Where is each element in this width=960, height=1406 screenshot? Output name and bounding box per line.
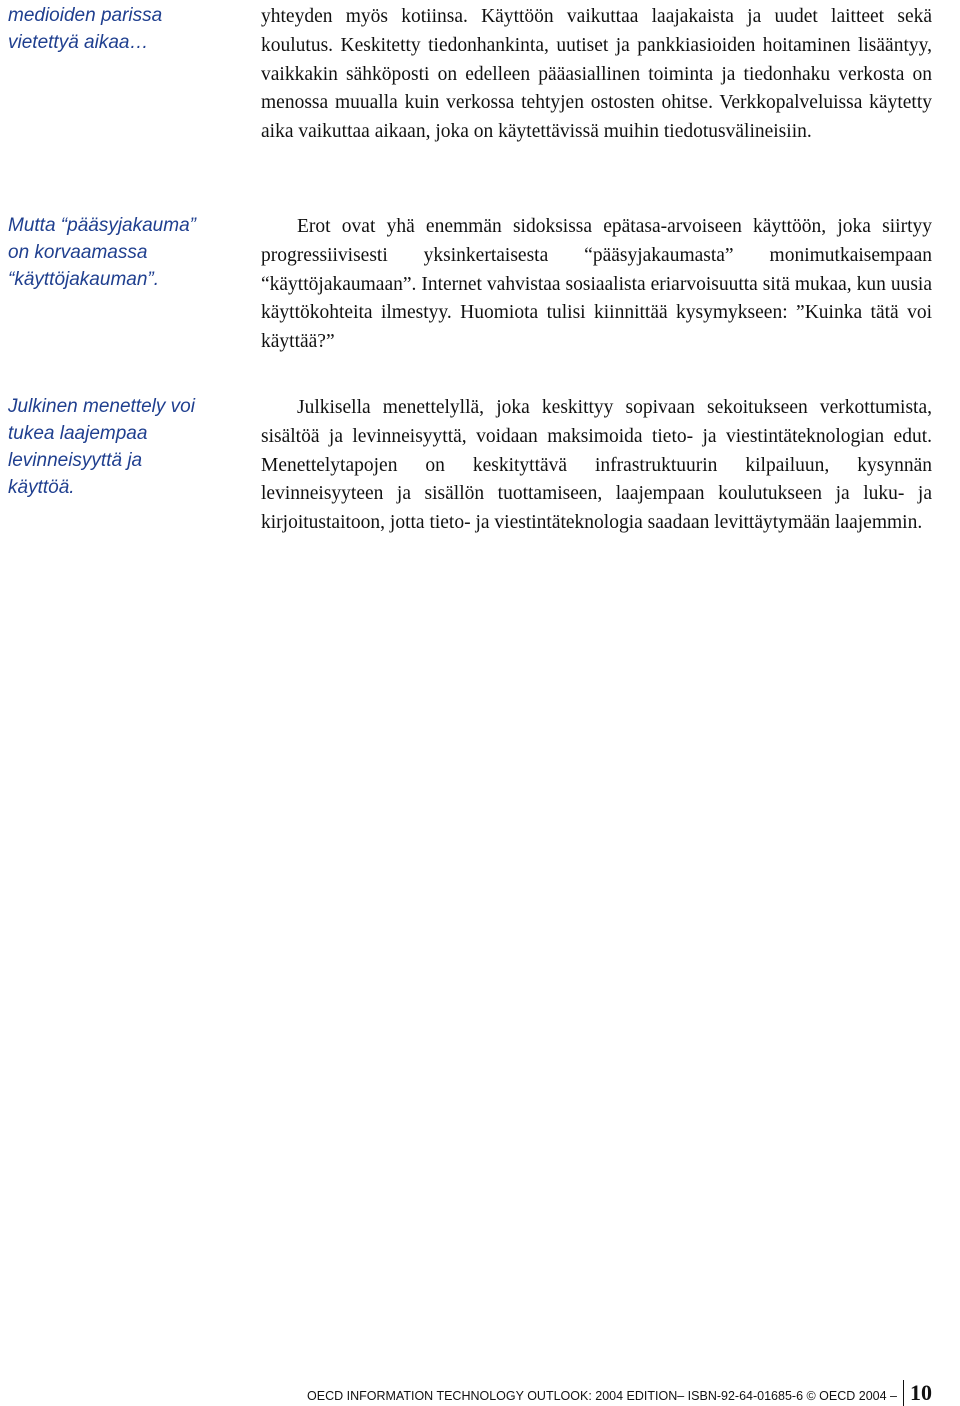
margin-note-access-distribution: Mutta “pääsyjakauma” on korvaamassa “käyttöjakauman”. (8, 215, 196, 290)
paragraph-public-policy: Julkisella menettelyllä, joka keskittyy sopivaan sekoitukseen verkottumista, sisältöä ja levinneisyyttä, voidaan maksimoida tieto- ja viestintäteknologian edut. Menettelytapojen on keskityttävä infrastruktuurin kilpailuun, kysynnän levinneisyyteen ja sisällön tuottamiseen, laajempaan koulutukseen ja luku- ja kirjoitustaitoon, jotta tieto- ja viestintäteknologia saadaan levittäytymään laajemmin. (261, 397, 932, 534)
margin-note-public-policy: Julkinen menettely voi tukea laajempaa levinneisyyttä ja käyttöä. (8, 396, 195, 498)
footer-citation: OECD INFORMATION TECHNOLOGY OUTLOOK: 2004 EDITION– ISBN-92-64-01685-6 © OECD 2004 – (307, 1389, 897, 1403)
page-number: 10 (903, 1380, 932, 1406)
page-footer (307, 1380, 932, 1406)
margin-note-time-spent: medioiden parissa vietettyä aikaa… (8, 5, 163, 53)
paragraph-usage: yhteyden myös kotiinsa. Käyttöön vaikuttaa laajakaista ja uudet laitteet sekä koulutus. Keskitetty tiedonhankinta, uutiset ja pankkiasioiden hoitaminen lisääntyy, vaikkakin sähköposti on edelleen pääasiallinen toiminta ja tiedonhaku verkosta on menossa muualla kuin verkossa tehtyjen ostosten ohitse. Verkkopalveluissa käytetty aika vaikuttaa aikaan, joka on käytettävissä muihin tiedotusvälineisiin. (261, 6, 932, 143)
paragraph-differences: Erot ovat yhä enemmän sidoksissa epätasa-arvoiseen käyttöön, joka siirtyy progressiivisesti yksinkertaisesta “pääsyjakaumasta” monimutkaisempaan “käyttöjakaumaan”. Internet vahvistaa sosiaalista eriarvoisuutta sitä mukaa, kun uusia käyttökohteita ilmestyy. Huomiota tulisi kiinnittää kysymykseen: ”Kuinka tätä voi käyttää?” (261, 216, 932, 353)
